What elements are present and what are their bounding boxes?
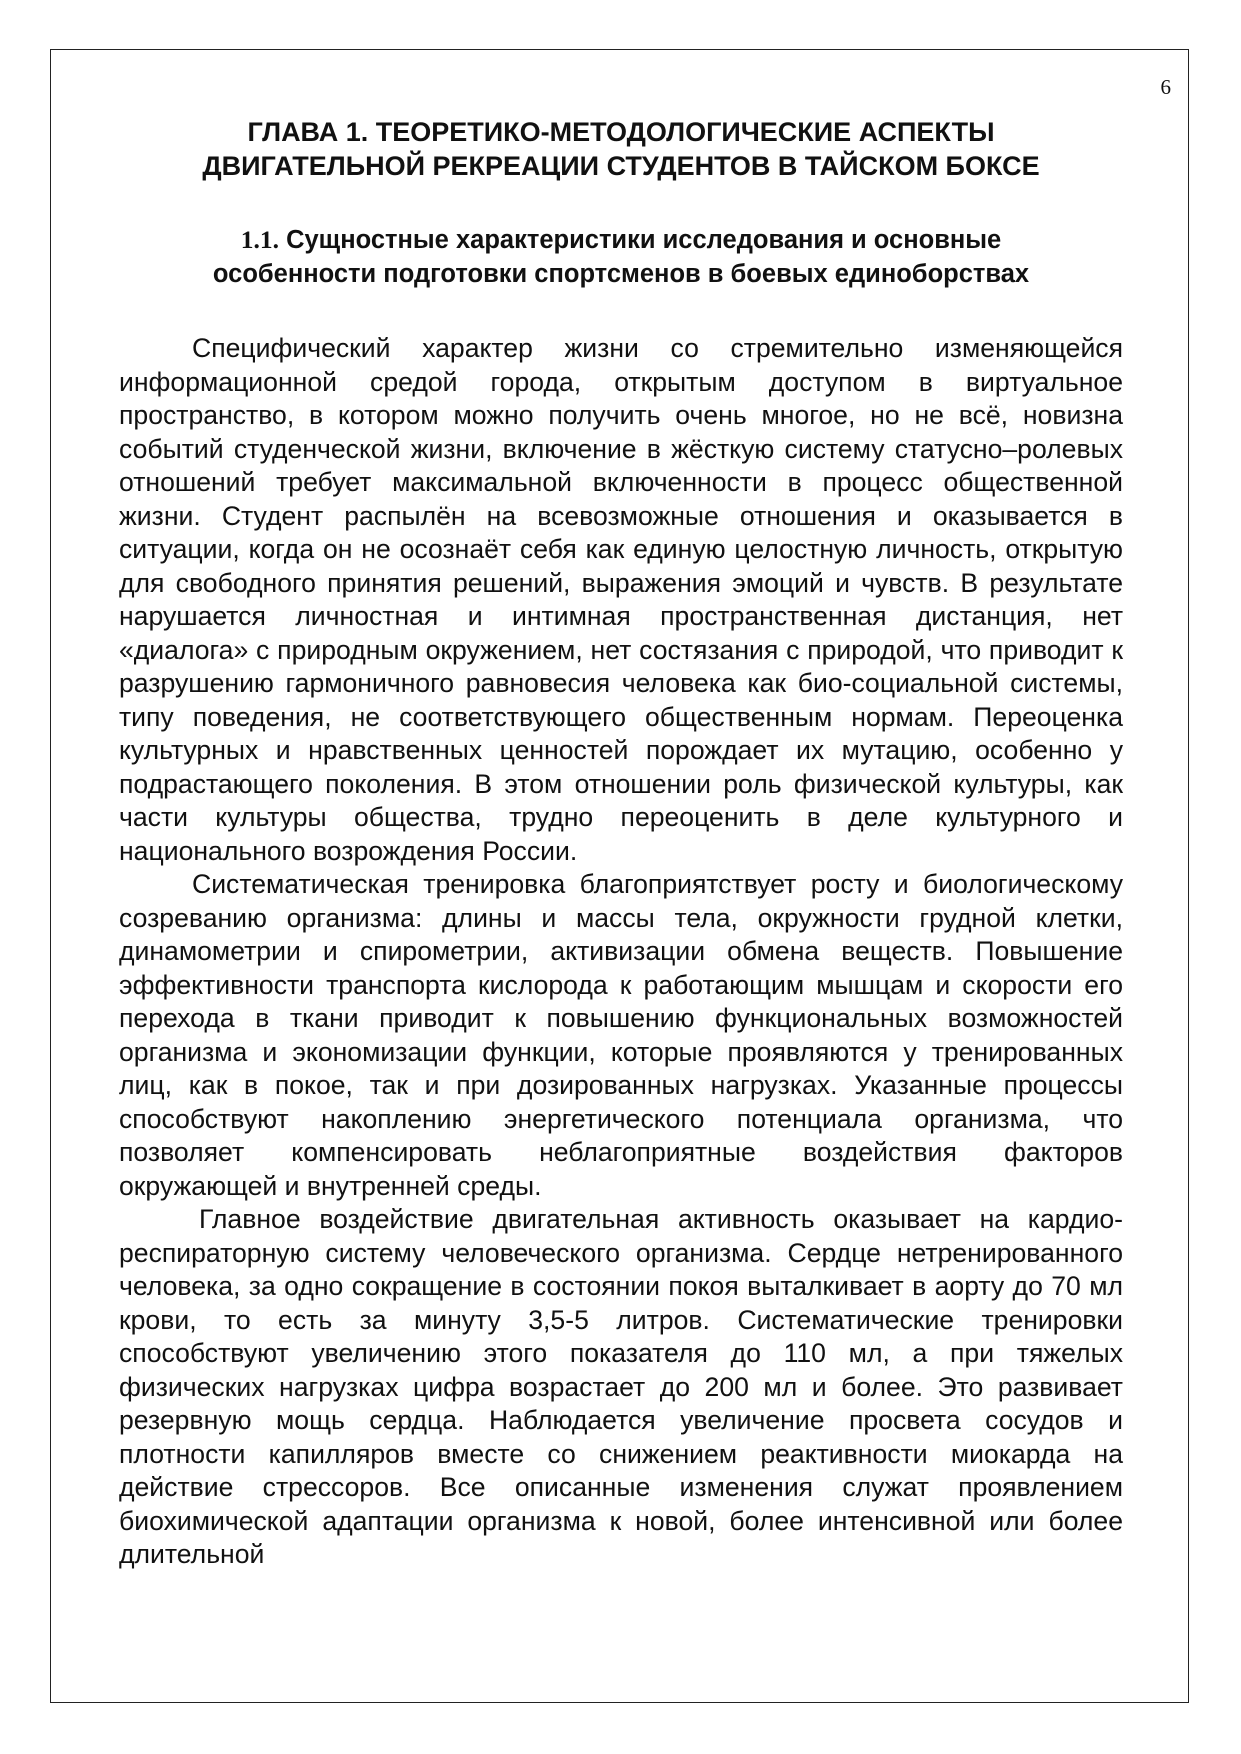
paragraph: Специфический характер жизни со стремительно изменяющейся информационной средой города, открытым доступом в виртуальное пространство, в котором можно получить очень многое, но не всё, новизна событий студенческой жизни, включение в жёсткую систему статусно–ролевых отношений требует максимальной включенности в процесс общественной жизни. Студент распылён на всевозможные отношения и оказывается в ситуации, когда он не осознаёт себя как единую целостную личность, открытую для свободного принятия решений, выражения эмоций и чувств. В результате нарушается личностная и интимная пространственная дистанция, нет «диалога» с природным окружением, нет состязания с природой, что приводит к разрушению гармоничного равновесия человека как био-социальной системы, типу поведения, не соответствующего общественным нормам. Переоценка культурных и нравственных ценностей порождает их мутацию, особенно у подрастающего поколения. В этом отношении роль физической культуры, как части культуры общества, трудно переоценить в деле культурного и национального возрождения России. <box>119 333 1123 866</box>
document-content <box>119 115 1123 1572</box>
paragraph: Систематическая тренировка благоприятствует росту и биологическому созреванию организма: длины и массы тела, окружности грудной клетки, динамометрии и спирометрии, активизации обмена веществ. Повышение эффективности транспорта кислорода к работающим мышцам и скорости его перехода в ткани приводит к повышению функциональных возможностей организма и экономизации функции, которые проявляются у тренированных лиц, как в покое, так и при дозированных нагрузках. Указанные процессы способствуют накоплению энергетического потенциала организма, что позволяет компенсировать неблагоприятные воздействия факторов окружающей и внутренней среды. <box>119 869 1123 1201</box>
chapter-title <box>119 115 1123 183</box>
section-title <box>119 223 1123 291</box>
paragraph: Главное воздействие двигательная активность оказывает на кардио-респираторную систему человеческого организма. Сердце нетренированного человека, за одно сокращение в состоянии покоя выталкивает в аорту до 70 мл крови, то есть за минуту 3,5-5 литров. Систематические тренировки способствуют увеличению этого показателя до 110 мл, а при тяжелых физических нагрузках цифра возрастает до 200 мл и более. Это развивает резервную мощь сердца. Наблюдается увеличение просвета сосудов и плотности капилляров вместе со снижением реактивности миокарда на действие стрессоров. Все описанные изменения служат проявлением биохимической адаптации организма к новой, более интенсивной или более длительной <box>119 1204 1123 1569</box>
section-title-line-2: особенности подготовки спортсменов в боевых единоборствах <box>212 260 1030 288</box>
chapter-title-line-1: ГЛАВА 1. ТЕОРЕТИКО-МЕТОДОЛОГИЧЕСКИЕ АСПЕКТЫ <box>247 117 995 147</box>
section-number: 1.1. <box>240 225 279 254</box>
section-title-text-1: Сущностные характеристики исследования и основные <box>286 226 1002 254</box>
body-text <box>119 332 1123 1572</box>
page-number: 6 <box>1160 75 1171 99</box>
section-title-line-1 <box>119 223 1123 257</box>
chapter-title-line-2: ДВИГАТЕЛЬНОЙ РЕКРЕАЦИИ СТУДЕНТОВ В ТАЙСКОМ БОКСЕ <box>202 151 1040 181</box>
